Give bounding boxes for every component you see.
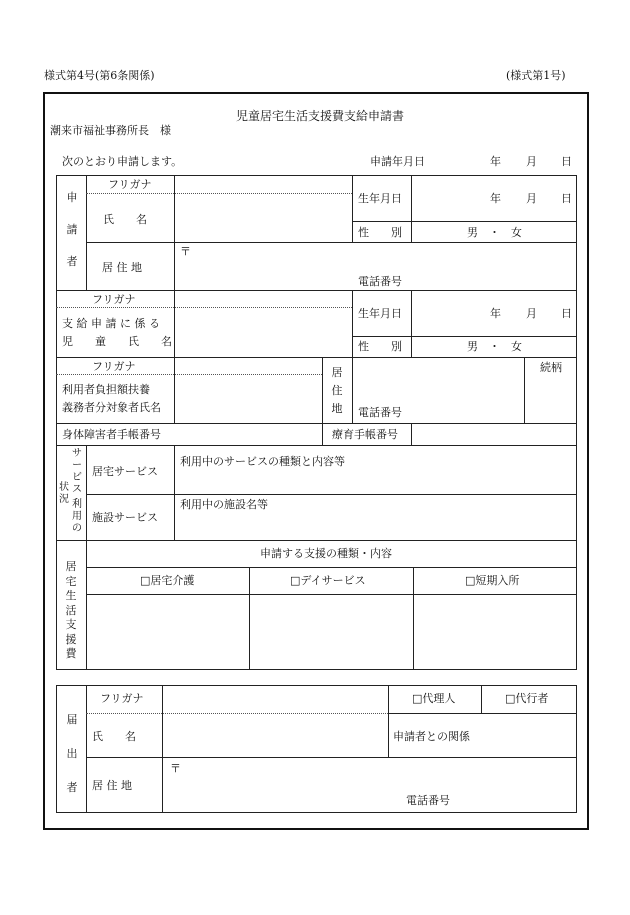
ryoiku-handbook-label: 療育手帳番号	[332, 428, 398, 441]
support-section-label: 居 宅 生 活 支 援 費	[65, 560, 77, 660]
submitter-agent-option[interactable]: □代理人	[412, 692, 456, 705]
addressee: 潮来市福祉事務所長 様	[50, 124, 171, 137]
applicant-postal-mark: 〒	[180, 245, 191, 258]
support-short-stay-field[interactable]	[415, 596, 575, 668]
service-usage-label-col1: サ ー ビ ス	[72, 448, 82, 495]
applicant-birth-day[interactable]: 日	[561, 192, 572, 205]
support-option-home-care[interactable]: □居宅介護	[140, 574, 195, 587]
submitter-postal-mark: 〒	[170, 762, 181, 775]
support-home-care-field[interactable]	[88, 596, 247, 668]
support-header: 申請する支援の種類・内容	[260, 547, 392, 560]
dependent-name-field[interactable]	[176, 377, 320, 421]
form-number: 様式第4号(第6条関係)	[44, 69, 155, 82]
applicant-sex-label: 性 別	[358, 226, 402, 239]
disability-handbook-label: 身体障害者手帳番号	[62, 428, 161, 441]
facility-service-label: 施設サービス	[92, 511, 158, 524]
submitter-address-label: 居 住 地	[92, 779, 132, 792]
dependent-relation-label: 続柄	[540, 361, 562, 374]
applicant-section-label: 申 請 者	[66, 191, 78, 268]
home-service-label: 居宅サービス	[92, 465, 158, 478]
intro-text: 次のとおり申請します。	[62, 155, 183, 168]
support-day-service-field[interactable]	[251, 596, 411, 668]
child-birth-month[interactable]: 月	[526, 307, 537, 320]
dependent-address-label: 居 住 地	[331, 366, 343, 415]
submitter-phone-label: 電話番号	[406, 794, 450, 807]
application-date-label: 申請年月日	[370, 155, 425, 168]
applicant-furigana-label: フリガナ	[108, 178, 152, 191]
child-name-label-2: 児 童 氏 名	[62, 335, 172, 348]
application-year[interactable]: 年	[490, 155, 501, 168]
service-usage-label-col3: 利 用 の	[72, 499, 82, 534]
applicant-address-label: 居 住 地	[102, 261, 142, 274]
submitter-section-label: 届 出 者	[66, 713, 78, 794]
home-service-note: 利用中のサービスの種類と内容等	[180, 455, 345, 468]
submitter-proxy-option[interactable]: □代行者	[505, 692, 549, 705]
application-month[interactable]: 月	[526, 155, 537, 168]
applicant-birth-year[interactable]: 年	[490, 192, 501, 205]
submitter-relation-label: 申請者との関係	[393, 730, 470, 743]
applicant-birthdate-label: 生年月日	[358, 192, 402, 205]
applicant-birth-month[interactable]: 月	[526, 192, 537, 205]
applicant-phone-label: 電話番号	[358, 275, 402, 288]
applicant-name-field[interactable]	[176, 196, 350, 240]
support-option-day-service[interactable]: □デイサービス	[290, 574, 366, 587]
child-furigana-label: フリガナ	[92, 293, 136, 306]
applicant-name-label: 氏 名	[103, 213, 147, 226]
submitter-name-field[interactable]	[164, 716, 386, 755]
dependent-furigana-label: フリガナ	[92, 360, 136, 373]
child-sex-options[interactable]: 男 ・ 女	[467, 340, 522, 353]
applicant-sex-options[interactable]: 男 ・ 女	[467, 226, 522, 239]
submitter-furigana-label: フリガナ	[100, 692, 144, 705]
support-option-short-stay[interactable]: □短期入所	[465, 574, 520, 587]
disability-handbook-field[interactable]	[176, 426, 320, 443]
application-day[interactable]: 日	[561, 155, 572, 168]
form-code: (様式第1号)	[506, 69, 566, 82]
home-service-field[interactable]	[176, 470, 575, 492]
dependent-name-label-2: 義務者分対象者氏名	[62, 401, 161, 414]
facility-service-field[interactable]	[176, 514, 575, 538]
form-title: 児童居宅生活支援費支給申請書	[236, 109, 405, 123]
child-birthdate-label: 生年月日	[358, 307, 402, 320]
submitter-name-label: 氏 名	[92, 730, 136, 743]
submitter-relation-field[interactable]	[483, 716, 575, 755]
child-name-field[interactable]	[176, 310, 350, 355]
child-birth-day[interactable]: 日	[561, 307, 572, 320]
child-name-label-1: 支 給 申 請 に 係 る	[62, 317, 160, 330]
child-birth-year[interactable]: 年	[490, 307, 501, 320]
child-sex-label: 性 別	[358, 340, 402, 353]
dependent-phone-label: 電話番号	[358, 406, 402, 419]
service-usage-label-col2: 状 況	[59, 482, 69, 505]
facility-service-note: 利用中の施設名等	[180, 498, 268, 511]
dependent-name-label-1: 利用者負担額扶養	[62, 383, 150, 396]
ryoiku-handbook-field[interactable]	[413, 426, 575, 443]
